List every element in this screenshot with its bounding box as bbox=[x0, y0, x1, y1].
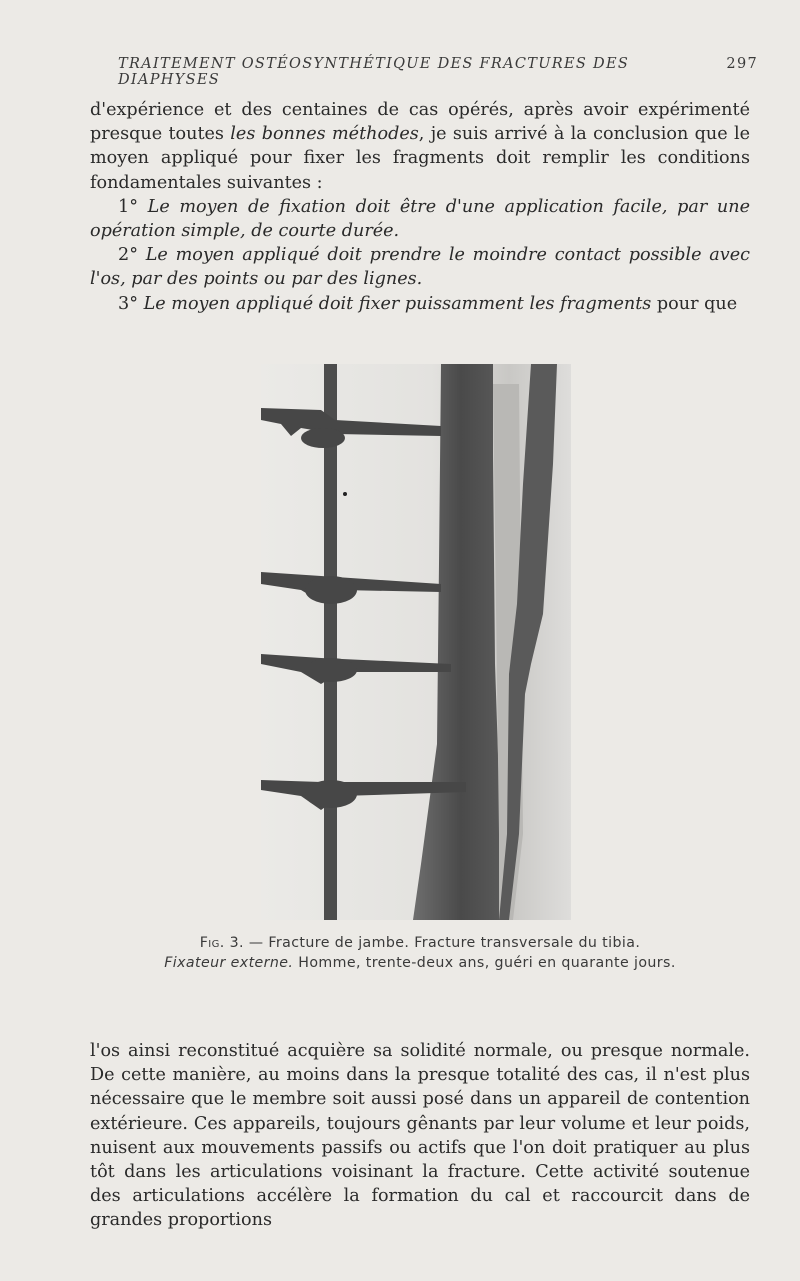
running-header bbox=[118, 56, 758, 88]
body-text-top bbox=[90, 98, 750, 316]
xray-image bbox=[261, 364, 571, 920]
body-text-bottom bbox=[90, 1039, 750, 1233]
condition-1: 1° Le moyen de fixation doit être d'une application facile, par une opération simple, de courte durée. bbox=[90, 196, 751, 242]
paragraph-continuation: l'os ainsi reconstitué acquière sa solidité normale, ou presque normale. De cette manière, au moins dans la presque totalité des cas, il n'est plus nécessaire que le membre soit aussi posé dans un appareil de contention extérieure. Ces appareils, toujours gênants par leur volume et leur poids, nuisent aux mouvements passifs ou actifs que l'on doit pratiquer au plus tôt dans les articulations voisinant la fracture. Cette activité soutenue des articulations accélère la formation du cal et raccourcit dans de grandes proportions bbox=[90, 1041, 750, 1231]
xray-figure bbox=[261, 364, 571, 920]
condition-3: 3° Le moyen appliqué doit fixer puissamment les fragments pour que bbox=[118, 293, 738, 314]
figure-label: Fig. 3. bbox=[199, 935, 244, 951]
figure-caption: Fig. 3. — Fracture de jambe. Fracture transversale du tibia. Fixateur externe. Homme, trente-deux ans, guéri en quarante jours. bbox=[164, 935, 676, 971]
italic-phrase: les bonnes méthodes bbox=[230, 124, 419, 145]
page-number: 297 bbox=[726, 56, 758, 72]
paragraph-intro: d'expérience et des centaines de cas opérés, après avoir expérimenté presque toutes les bonnes méthodes, je suis arrivé à la conclusion que le moyen appliqué pour fixer les fragments doit remplir les conditions fondamentales suivantes : bbox=[90, 100, 750, 193]
running-title: TRAITEMENT OSTÉOSYNTHÉTIQUE DES FRACTURES DES DIAPHYSES bbox=[118, 56, 630, 88]
condition-2: 2° Le moyen appliqué doit prendre le moindre contact possible avec l'os, par des points ou par des lignes. bbox=[90, 245, 750, 290]
